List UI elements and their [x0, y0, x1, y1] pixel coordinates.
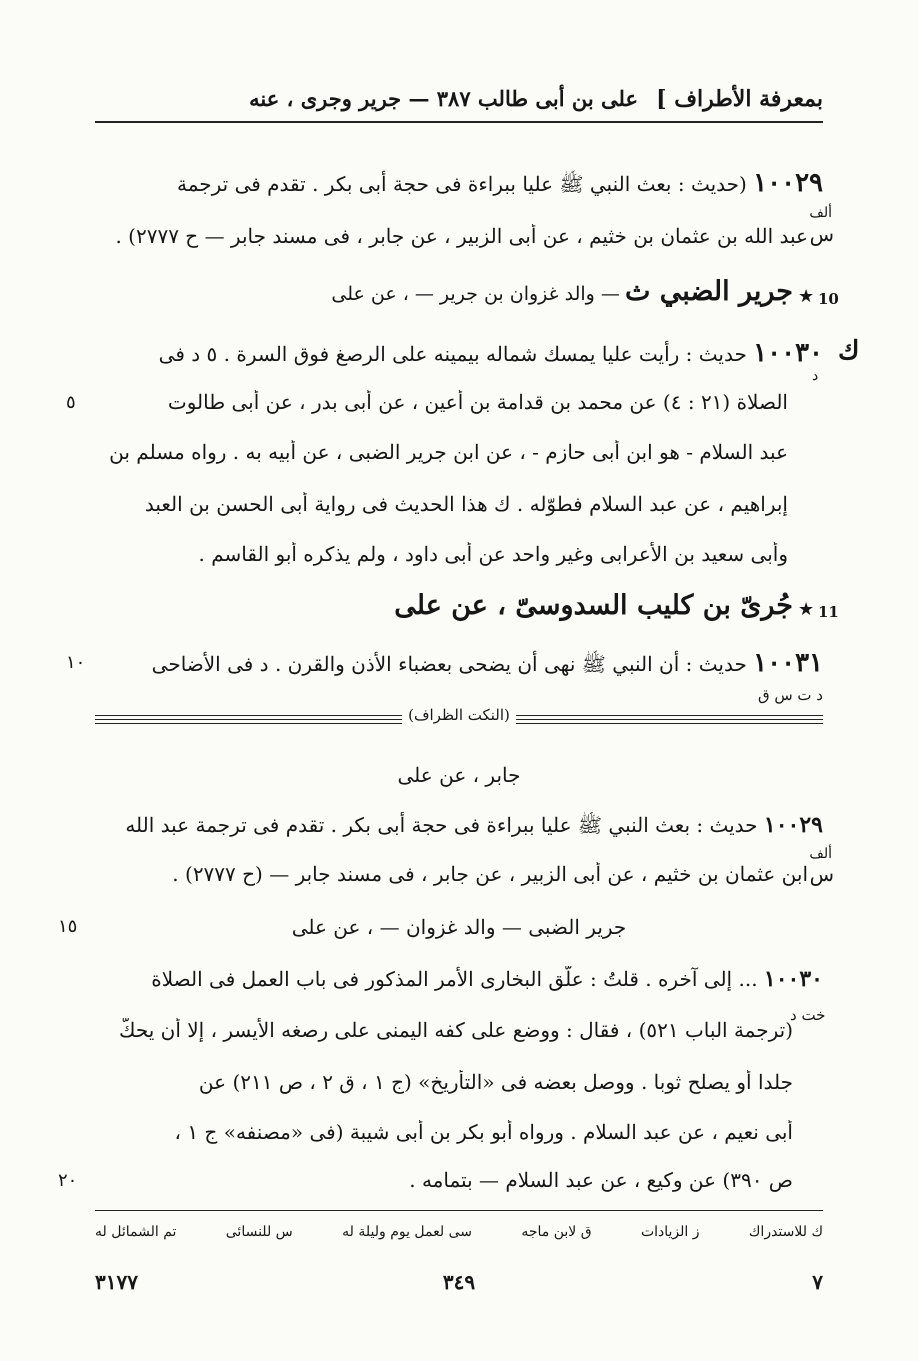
heading-name: جرير الضبي ث: [624, 276, 793, 307]
star-icon: ★: [798, 286, 815, 307]
star-icon: ★: [798, 599, 815, 620]
entry-number: ١٠٠٣١: [753, 648, 823, 678]
header-rule: [95, 121, 823, 123]
section-heading-jarir: جرير الضبى — والد غزوان — ، عن على: [291, 915, 627, 939]
margin-number-15: ١٥: [58, 916, 78, 937]
entry-number: ١٠٠٢٩: [763, 812, 823, 838]
margin-number-10: 10: [818, 290, 839, 308]
entry-text: حديث : رأيت عليا يمسك شماله بيمينه على الرصغ فوق السرة . ٥ د فى: [158, 342, 747, 366]
legend-item: سى لعمل يوم وليلة له: [342, 1224, 473, 1240]
nukat-10030-line4: أبى نعيم ، عن عبد السلام . ورواه أبو بكر بن أبى شيبة (فى «مصنفه» ج ١ ،: [174, 1120, 793, 1144]
entry-text: (حديث : بعث النبي ﷺ عليا ببراءة فى حجة أبى بكر . تقدم فى ترجمة: [176, 172, 747, 196]
sigils: د ت س ق: [757, 686, 823, 704]
nukat-10030-line2: (ترجمة الباب ٥٢١) ، فقال : ووضع على كفه اليمنى على رصغه الأيسر ، إلا أن يحكّ: [118, 1018, 793, 1042]
heading-jurayy: جُرىّ بن كليب السدوسىّ ، عن على: [394, 590, 793, 621]
entry-text: حديث : أن النبي ﷺ نهى أن يضحى بعضباء الأذن والقرن . د فى الأضاحى: [151, 652, 747, 676]
margin-number-20: ٢٠: [58, 1170, 78, 1191]
mark-kaf: ك: [838, 336, 860, 366]
sigil-sin: س: [809, 222, 834, 246]
entry-10030-line5: وأبى سعيد بن الأعرابى وغير واحد عن أبى داود ، ولم يذكره أبو القاسم .: [198, 542, 788, 566]
entry-10030: [95, 338, 823, 369]
margin-number-11: 11: [818, 603, 839, 621]
entry-10031: [95, 648, 823, 679]
heading-rest: — والد غزوان بن جرير — ، عن على: [331, 283, 620, 305]
entry-10030-line4: إبراهيم ، عن عبد السلام فطوّله . ك هذا الحديث فى رواية أبى الحسن بن العبد: [144, 492, 788, 516]
entry-number: ١٠٠٣٠: [753, 338, 823, 368]
footer-number-left: ٣١٧٧: [95, 1270, 138, 1294]
sigil-dal: د: [812, 368, 819, 384]
legend-item: ك للاستدراك: [748, 1224, 823, 1240]
section-divider: [95, 706, 823, 725]
footer-number-right: ٧: [812, 1270, 823, 1294]
margin-number-10: ١٠: [66, 652, 86, 673]
nukat-10029-line2: ابن عثمان بن خثيم ، عن أبى الزبير ، عن جابر ، فى مسند جابر — (ح ٢٧٧٧) .: [172, 862, 808, 886]
page-number: ٣٤٩: [442, 1270, 476, 1294]
entry-10029-line2: عبد الله بن عثمان بن خثيم ، عن أبى الزبير ، عن جابر ، فى مسند جابر — ح ٢٧٧٧) .: [115, 224, 808, 248]
legend-item: ز الزيادات: [640, 1224, 700, 1240]
sigil-alif: ألف: [809, 205, 832, 221]
legend-item: س للنسائى: [225, 1224, 293, 1240]
heading-jarir: [331, 276, 793, 307]
footer-rule: [95, 1210, 823, 1211]
entry-text: ... إلى آخره . قلتُ : علّق البخارى الأمر المذكور فى باب العمل فى الصلاة: [151, 967, 758, 991]
entry-number: ١٠٠٣٠: [763, 966, 823, 992]
sigil-khat-dal: خت د: [790, 1006, 826, 1024]
sigil-sin: س: [809, 862, 834, 886]
legend-item: تم الشمائل له: [95, 1224, 177, 1240]
entry-10029: [95, 168, 823, 199]
nukat-10030-line3: جلدا أو يصلح ثوبا . ووصل بعضه فى «التأريخ» (ج ١ ، ق ٢ ، ص ٢١١) عن: [198, 1070, 793, 1094]
nukat-10029: [95, 812, 823, 838]
legend-item: ق لابن ماجه: [521, 1224, 592, 1240]
abbreviation-legend: [95, 1224, 823, 1240]
running-head-right: بمعرفة الأطراف ]: [656, 86, 823, 112]
divider-label: (النكت الظراف): [402, 706, 516, 724]
margin-number-5: ٥: [66, 392, 76, 413]
nukat-10030: [95, 966, 823, 992]
entry-10030-line2: الصلاة (٢١ : ٤) عن محمد بن قدامة بن أعين ، عن أبى بدر ، عن أبى طالوت: [167, 390, 788, 414]
section-heading-jabir: جابر ، عن على: [397, 763, 521, 787]
sigil-alif: ألف: [809, 846, 832, 862]
running-head-center: على بن أبى طالب ٣٨٧ — جرير وجرى ، عنه: [249, 86, 638, 111]
entry-number: ١٠٠٢٩: [753, 168, 823, 198]
entry-10030-line3: عبد السلام - هو ابن أبى حازم - ، عن ابن جرير الضبى ، عن أبيه به . رواه مسلم بن: [109, 440, 788, 464]
nukat-10030-line5: ص ٣٩٠) عن وكيع ، عن عبد السلام — بتمامه .: [409, 1168, 793, 1192]
entry-text: حديث : بعث النبي ﷺ عليا ببراءة فى حجة أبى بكر . تقدم فى ترجمة عبد الله: [125, 813, 758, 837]
